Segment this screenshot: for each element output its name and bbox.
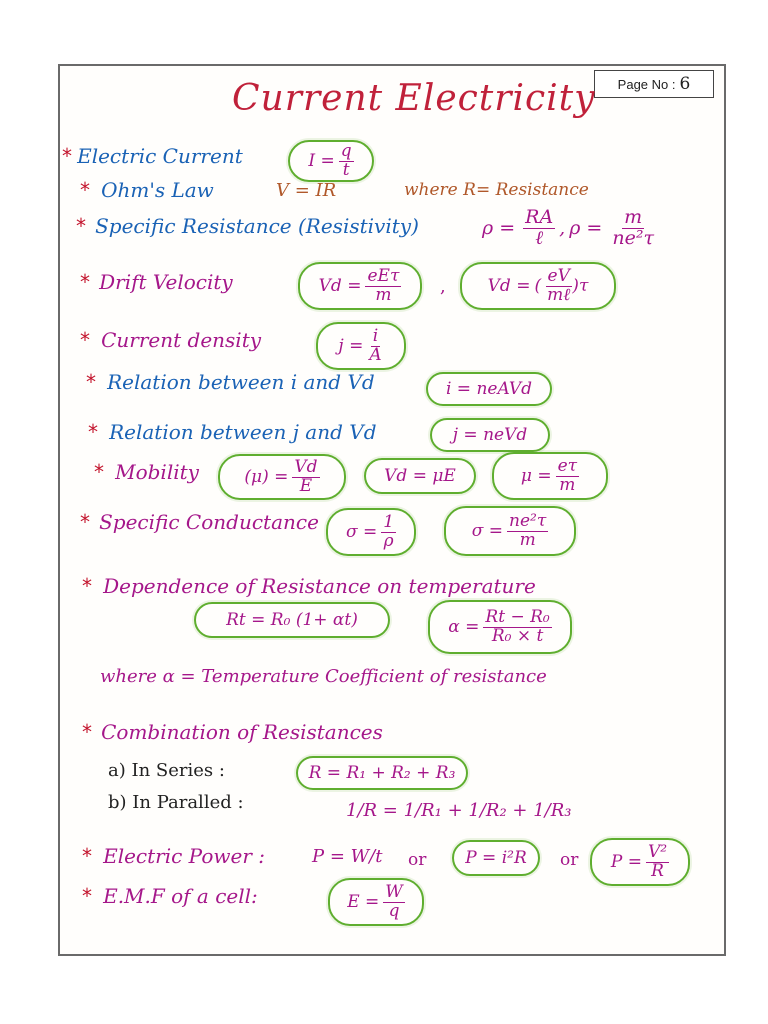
electric-current-formula: I = $\frac{q}{t}$ (288, 140, 374, 182)
series-formula: R = R₁ + R₂ + R₃ (296, 756, 468, 790)
page-number-label: Page No : (617, 76, 676, 92)
bullet-star: * (82, 884, 92, 908)
electric-power-formula-2: P = i²R (452, 840, 540, 876)
bullet-star: * (80, 328, 90, 352)
bullet-star: * (82, 844, 92, 868)
bullet-star: * (88, 420, 98, 444)
electric-power-or-1: or (408, 850, 427, 870)
current-density-label: Current density (101, 328, 262, 352)
temperature-formula-1: Rt = R₀ (1+ αt) (194, 602, 390, 638)
current-density-formula: j = $\frac{i}{A}$ (316, 322, 406, 370)
row-temperature (82, 574, 536, 598)
row-resistivity (76, 214, 419, 238)
page-number-box (594, 70, 714, 98)
electric-power-formula-1: P = W/t (312, 846, 383, 867)
specific-conductance-formula-1: σ = $\frac{1}{\rho}$ (326, 508, 416, 556)
specific-conductance-label: Specific Conductance (99, 510, 319, 534)
bullet-star: * (80, 270, 90, 294)
relation-i-vd-label: Relation between i and Vd (107, 370, 375, 394)
bullet-star: * (76, 214, 86, 238)
drift-velocity-comma: , (440, 276, 446, 297)
resistivity-label: Specific Resistance (Resistivity) (95, 214, 419, 238)
temperature-formula-2: α = $\frac{\text{Rt − R₀}}{\text{R₀ × t}}$ (428, 600, 572, 654)
specific-conductance-formula-2: σ = $\frac{\text{ne²τ}}{m}$ (444, 506, 576, 556)
electric-power-or-2: or (560, 850, 579, 870)
mobility-formula-2: Vd = μE (364, 458, 476, 494)
emf-formula: E = $\frac{W}{q}$ (328, 878, 424, 926)
bullet-star: * (82, 720, 92, 744)
drift-velocity-formula-1: Vd = $\frac{\text{eEτ}}{m}$ (298, 262, 422, 310)
relation-j-vd-label: Relation between j and Vd (109, 420, 377, 444)
row-drift-velocity (80, 270, 233, 294)
relation-i-vd-formula: i = neAVd (426, 372, 552, 406)
electric-power-formula-3: P = $\frac{\text{V²}}{R}$ (590, 838, 690, 886)
electric-power-label: Electric Power : (103, 844, 265, 868)
parallel-formula: 1/R = 1/R₁ + 1/R₂ + 1/R₃ (346, 800, 572, 821)
ohms-law-formula: V = IR (276, 180, 337, 201)
resistivity-formula: ρ = $\frac{RA}{\text{ℓ}}$ , ρ = $\frac{m}{\text{ne²τ}}$ (482, 206, 654, 249)
page-title: Current Electricity (232, 78, 596, 119)
page-number: 6 (679, 74, 691, 94)
emf-label: E.M.F of a cell: (103, 884, 258, 908)
row-relation-j-vd (88, 420, 377, 444)
drift-velocity-label: Drift Velocity (99, 270, 233, 294)
series-label: a) In Series : (108, 760, 225, 781)
row-combination (82, 720, 383, 744)
row-relation-i-vd (86, 370, 375, 394)
mobility-formula-1: (μ) = $\frac{Vd}{E}$ (218, 454, 346, 500)
row-specific-conductance (80, 510, 319, 534)
row-current-density (80, 328, 261, 352)
row-mobility (94, 460, 199, 484)
bullet-star: * (80, 178, 90, 202)
bullet-star: * (62, 144, 72, 168)
row-emf (82, 884, 258, 908)
row-electric-power (82, 844, 265, 868)
bullet-star: * (80, 510, 90, 534)
parallel-label: b) In Paralled : (108, 792, 244, 813)
temperature-note: where α = Temperature Coefficient of resistance (100, 666, 547, 687)
mobility-formula-3: μ = $\frac{e\tau}{m}$ (492, 452, 608, 500)
ohms-law-note: where R= Resistance (404, 180, 589, 200)
bullet-star: * (86, 370, 96, 394)
bullet-star: * (82, 574, 92, 598)
mobility-label: Mobility (115, 460, 199, 484)
temperature-label: Dependence of Resistance on temperature (103, 574, 536, 598)
electric-current-label: Electric Current (77, 144, 243, 168)
ohms-law-label: Ohm's Law (101, 178, 214, 202)
row-ohms-law (80, 178, 214, 202)
combination-label: Combination of Resistances (101, 720, 383, 744)
bullet-star: * (94, 460, 104, 484)
row-electric-current (62, 144, 243, 168)
relation-j-vd-formula: j = neVd (430, 418, 550, 452)
drift-velocity-formula-2: Vd = ( $\frac{eV}{\text{mℓ}}$ ) τ (460, 262, 616, 310)
